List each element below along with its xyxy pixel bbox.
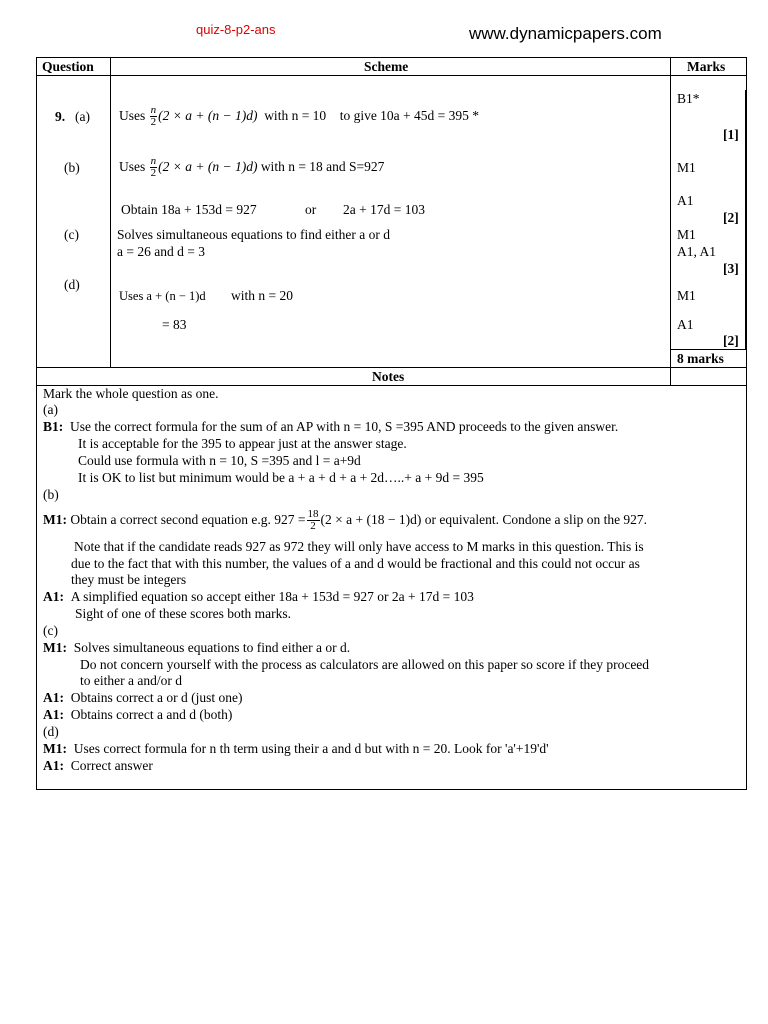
note-m1d-code: M1: bbox=[43, 741, 67, 756]
part-c-label: (c) bbox=[64, 227, 79, 242]
note-m1b bbox=[43, 505, 647, 535]
scheme-b-line bbox=[119, 152, 384, 182]
note-b1 bbox=[43, 419, 618, 435]
scheme-b-formula: (2 × a + (n − 1)d) bbox=[158, 159, 258, 174]
mark-d-m1: M1 bbox=[677, 288, 696, 303]
scheme-a-with: with n = 10 bbox=[264, 108, 327, 123]
scheme-header: Scheme bbox=[364, 59, 409, 74]
note-m1d bbox=[43, 741, 549, 757]
site-url: www.dynamicpapers.com bbox=[469, 24, 662, 43]
notes-divider-top bbox=[36, 367, 747, 368]
notes-b-label: (b) bbox=[43, 487, 59, 502]
mark-d-a1: A1 bbox=[677, 317, 694, 332]
scheme-a-give: to give 10a + 45d = 395 * bbox=[339, 108, 480, 123]
mark-c-a1: A1, A1 bbox=[677, 244, 717, 259]
note-m1c-code: M1: bbox=[43, 640, 67, 655]
scheme-a-line bbox=[119, 101, 479, 131]
note-b1-code: B1: bbox=[43, 419, 64, 434]
marks-inner-divider bbox=[745, 90, 746, 350]
scheme-b-obtain: Obtain 18a + 153d = 927 bbox=[121, 202, 257, 217]
note-b1-line3: Could use formula with n = 10, S =395 and l = a+9d bbox=[78, 453, 361, 468]
note-a1c2-text: Obtains correct a and d (both) bbox=[70, 707, 233, 722]
mark-a: B1* bbox=[677, 91, 700, 106]
note-m1b-line3: due to the fact that with this number, the values of a and d would be fractional and this could not occur as bbox=[71, 556, 640, 571]
note-a1d-code: A1: bbox=[43, 758, 64, 773]
note-a1b-text: A simplified equation so accept either 18a + 153d = 927 or 2a + 17d = 103 bbox=[70, 589, 474, 604]
note-a1c1 bbox=[43, 690, 242, 706]
note-a1d-text: Correct answer bbox=[70, 758, 153, 773]
question-header: Question bbox=[42, 59, 94, 74]
scheme-b-alt: 2a + 17d = 103 bbox=[343, 202, 425, 217]
note-a1c1-code: A1: bbox=[43, 690, 64, 705]
note-b1-text: Use the correct formula for the sum of an AP with n = 10, S =395 AND proceeds to the given answer. bbox=[70, 419, 619, 434]
note-b1-line2: It is acceptable for the 395 to appear just at the answer stage. bbox=[78, 436, 407, 451]
note-m1c-text: Solves simultaneous equations to find either a or d. bbox=[73, 640, 351, 655]
marks-header: Marks bbox=[687, 59, 726, 74]
scheme-a-fraction: $\frac{n}{2}$ bbox=[150, 104, 157, 129]
total-row-divider bbox=[670, 349, 747, 350]
note-m1b-code: M1: bbox=[43, 512, 67, 527]
note-a1c2 bbox=[43, 707, 232, 723]
question-number: 9. bbox=[55, 109, 66, 124]
scheme-c-answer: a = 26 and d = 3 bbox=[117, 244, 205, 259]
part-b-label: (b) bbox=[64, 160, 80, 175]
notes-c-label: (c) bbox=[43, 623, 58, 638]
mark-b-m1: M1 bbox=[677, 160, 696, 175]
note-m1b-line4: they must be integers bbox=[71, 572, 187, 587]
scheme-d-uses: Uses a + (n − 1)d bbox=[119, 289, 206, 303]
note-m1c-line3: to either a and/or d bbox=[80, 673, 182, 688]
note-m1b-line2: Note that if the candidate reads 927 as 972 they will only have access to M marks in this question. This is bbox=[74, 539, 644, 554]
note-m1c-line2: Do not concern yourself with the process as calculators are allowed on this paper so score if they proceed bbox=[80, 657, 650, 672]
notes-d-label: (d) bbox=[43, 724, 59, 739]
note-a1d bbox=[43, 758, 153, 774]
scheme-d-with: with n = 20 bbox=[231, 288, 293, 303]
note-m1b-text-post: (2 × a + (18 − 1)d) or equivalent. Condone a slip on the 927. bbox=[320, 512, 648, 527]
header-row-divider bbox=[36, 75, 747, 76]
notes-intro: Mark the whole question as one. bbox=[43, 386, 219, 401]
note-m1c bbox=[43, 640, 350, 656]
part-a-label: (a) bbox=[75, 109, 90, 124]
note-a1c1-text: Obtains correct a or d (just one) bbox=[70, 690, 243, 705]
note-a1b-line2: Sight of one of these scores both marks. bbox=[75, 606, 291, 621]
mark-b-total: [2] bbox=[723, 210, 739, 225]
mark-b-a1: A1 bbox=[677, 193, 694, 208]
scheme-a-formula: (2 × a + (n − 1)d) bbox=[158, 108, 258, 123]
mark-c-m1: M1 bbox=[677, 227, 696, 242]
note-a1b bbox=[43, 589, 474, 605]
part-d-label: (d) bbox=[64, 277, 80, 292]
note-a1c2-code: A1: bbox=[43, 707, 64, 722]
mark-d-total: [2] bbox=[723, 333, 739, 348]
document-label: quiz-8-p2-ans bbox=[196, 22, 276, 37]
note-m1d-text: Uses correct formula for n th term using their a and d but with n = 20. Look for 'a'+19'd' bbox=[73, 741, 549, 756]
question-col-divider bbox=[110, 57, 111, 367]
note-b1-line4: It is OK to list but minimum would be a + a + d + a + 2d…..+ a + 9d = 395 bbox=[78, 470, 484, 485]
mark-c-total: [3] bbox=[723, 261, 739, 276]
scheme-b-fraction: $\frac{n}{2}$ bbox=[150, 155, 157, 180]
scheme-d-answer: = 83 bbox=[162, 317, 187, 332]
mark-a-total: [1] bbox=[723, 127, 739, 142]
scheme-b-with: with n = 18 and S=927 bbox=[260, 159, 385, 174]
note-a1b-code: A1: bbox=[43, 589, 64, 604]
grand-total: 8 marks bbox=[677, 351, 724, 366]
note-m1b-fraction: $\frac{18}{2}$ bbox=[307, 508, 319, 533]
scheme-a-uses: Uses bbox=[119, 108, 146, 123]
notes-a-label: (a) bbox=[43, 402, 58, 417]
scheme-b-uses: Uses bbox=[119, 159, 146, 174]
marks-col-divider bbox=[670, 57, 671, 385]
scheme-b-or: or bbox=[305, 202, 317, 217]
scheme-c-solve: Solves simultaneous equations to find either a or d bbox=[117, 227, 390, 242]
note-m1b-text-pre: Obtain a correct second equation e.g. 927 = bbox=[70, 512, 306, 527]
notes-heading: Notes bbox=[372, 369, 405, 384]
